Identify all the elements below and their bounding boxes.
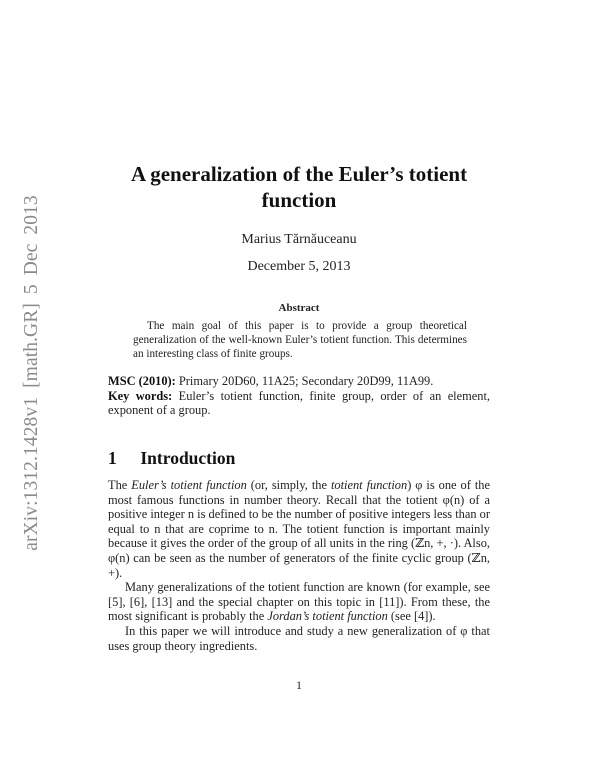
abstract-text: The main goal of this paper is to provide a group theoretical generalization of the well-known Euler’s totient function. This determines an interesting class of finite groups.	[133, 320, 467, 360]
paper-metadata	[108, 374, 490, 418]
keywords-label: Key words:	[108, 388, 173, 403]
section-number: 1	[108, 448, 117, 468]
section-heading	[108, 448, 235, 469]
page-number: 1	[296, 678, 302, 692]
paragraph-2	[108, 580, 490, 624]
section-title: Introduction	[140, 448, 236, 468]
text-run: ) φ is one of the most famous functions in number theory. Recall that the totient φ(n) of a positive integer n is defined to be the number of positive integers less than or equal to n that are coprime to n. The totient function is important mainly because it gives the order of the group of all units in the ring (ℤn, +, ·). Also, φ(n) can be seen as the number of generators of the finite cyclic group (ℤn, +).	[108, 478, 490, 580]
emphasis-text: Euler’s totient function	[131, 478, 247, 492]
emphasis-text: Jordan’s totient function	[267, 609, 388, 624]
msc-label: MSC (2010):	[108, 374, 176, 388]
paragraph-1	[108, 478, 490, 580]
text-run: Many generalizations of the totient function are known (for example, see [5], [6], [13] and the special chapter on this topic in [11]). From these, the most significant is probably the	[108, 580, 490, 624]
paragraph-3: In this paper we will introduce and study a new generalization of φ that uses group theory ingredients.	[108, 623, 490, 653]
text-run: (or, simply, the	[246, 478, 331, 492]
keywords-line	[108, 389, 490, 418]
text-run: The	[108, 478, 132, 492]
paper-date: December 5, 2013	[247, 259, 351, 274]
emphasis-text: totient function	[330, 478, 408, 492]
msc-text: Primary 20D60, 11A25; Secondary 20D99, 11A99.	[178, 374, 434, 388]
arxiv-stamp-text: arXiv:1312.1428v1 [math.GR] 5 Dec 2013	[21, 194, 43, 551]
keywords-text: Euler’s totient function, finite group, order of an element, exponent of a group.	[108, 388, 491, 417]
msc-line	[108, 374, 490, 389]
section-body	[108, 478, 490, 653]
paper-author: Marius Tărnăuceanu	[241, 232, 357, 247]
paper-title: A generalization of the Euler’s totient function	[130, 162, 468, 212]
text-run: (see [4]).	[387, 609, 436, 624]
arxiv-stamp	[14, 180, 50, 565]
abstract-heading: Abstract	[278, 302, 320, 314]
